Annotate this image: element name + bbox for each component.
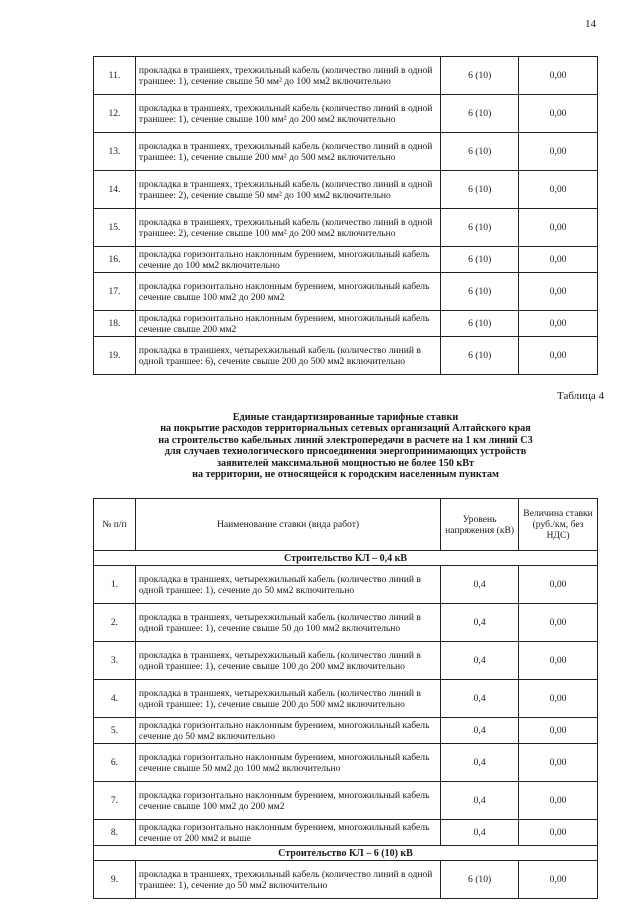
row-number: 6. <box>94 744 136 782</box>
row-voltage: 6 (10) <box>441 337 519 375</box>
row-voltage: 6 (10) <box>441 171 519 209</box>
row-description: прокладка горизонтально наклонным бурением, многожильный кабель сечение до 50 мм2 включительно <box>135 718 440 744</box>
table-row <box>94 861 598 899</box>
row-number: 7. <box>94 782 136 820</box>
table-title <box>93 412 598 480</box>
table-row <box>94 718 598 744</box>
row-rate: 0,00 <box>519 861 598 899</box>
row-voltage: 6 (10) <box>441 57 519 95</box>
row-rate: 0,00 <box>519 95 598 133</box>
title-line: на строительство кабельных линий электропередачи в расчете на 1 км линий С3 <box>158 434 533 446</box>
table-row <box>94 133 598 171</box>
row-rate: 0,00 <box>519 209 598 247</box>
row-number: 2. <box>94 604 136 642</box>
table-row <box>94 566 598 604</box>
tariff-table-4 <box>93 498 598 899</box>
row-number: 16. <box>94 247 136 273</box>
header-row <box>94 499 598 551</box>
table-row <box>94 247 598 273</box>
table-row <box>94 744 598 782</box>
row-voltage: 0,4 <box>441 642 519 680</box>
row-voltage: 0,4 <box>441 820 519 846</box>
row-description: прокладка в траншеях, четырехжильный кабель (количество линий в одной траншее: 1), сечение свыше 200 до 500 мм2 включительно <box>135 680 440 718</box>
row-description: прокладка в траншеях, четырехжильный кабель (количество линий в одной траншее: 1), сечение до 50 мм2 включительно <box>135 566 440 604</box>
table-row <box>94 57 598 95</box>
row-rate: 0,00 <box>519 133 598 171</box>
tariff-table-continued <box>93 56 598 375</box>
row-voltage: 0,4 <box>441 680 519 718</box>
row-rate: 0,00 <box>519 247 598 273</box>
row-voltage: 0,4 <box>441 566 519 604</box>
row-description: прокладка горизонтально наклонным бурением, многожильный кабель сечение от 200 мм2 и выше <box>135 820 440 846</box>
row-rate: 0,00 <box>519 604 598 642</box>
row-rate: 0,00 <box>519 171 598 209</box>
row-description: прокладка в траншеях, трехжильный кабель (количество линий в одной траншее: 1), сечение до 50 мм2 включительно <box>135 861 440 899</box>
row-voltage: 0,4 <box>441 604 519 642</box>
table-row <box>94 820 598 846</box>
row-description: прокладка горизонтально наклонным бурением, многожильный кабель сечение до 100 мм2 включительно <box>135 247 440 273</box>
row-description: прокладка в траншеях, трехжильный кабель (количество линий в одной траншее: 1), сечение свыше 50 мм² до 100 мм2 включительно <box>135 57 440 95</box>
row-description: прокладка в траншеях, четырехжильный кабель (количество линий в одной траншее: 1), сечение свыше 50 до 100 мм2 включительно <box>135 604 440 642</box>
row-number: 9. <box>94 861 136 899</box>
row-voltage: 6 (10) <box>441 209 519 247</box>
table-row <box>94 95 598 133</box>
page-number: 14 <box>585 18 596 30</box>
row-number: 15. <box>94 209 136 247</box>
row-rate: 0,00 <box>519 311 598 337</box>
row-description: прокладка горизонтально наклонным бурением, многожильный кабель сечение свыше 100 мм2 до 200 мм2 <box>135 273 440 311</box>
row-voltage: 0,4 <box>441 718 519 744</box>
title-line: на территории, не относящейся к городским населенным пунктам <box>192 469 499 481</box>
row-rate: 0,00 <box>519 642 598 680</box>
row-rate: 0,00 <box>519 337 598 375</box>
header-num: № п/п <box>94 499 136 551</box>
title-line: для случаев технологического присоединения энергопринимающих устройств <box>164 446 527 458</box>
header-voltage: Уровень напряжения (кВ) <box>441 499 519 551</box>
title-line: на покрытие расходов территориальных сетевых организаций Алтайского края <box>160 423 531 435</box>
row-voltage: 6 (10) <box>441 247 519 273</box>
table-row <box>94 311 598 337</box>
table-row <box>94 680 598 718</box>
row-rate: 0,00 <box>519 782 598 820</box>
table-row <box>94 604 598 642</box>
row-voltage: 6 (10) <box>441 133 519 171</box>
table-row <box>94 273 598 311</box>
row-number: 11. <box>94 57 136 95</box>
row-description: прокладка в траншеях, трехжильный кабель (количество линий в одной траншее: 2), сечение свыше 100 мм² до 200 мм2 включительно <box>135 209 440 247</box>
row-number: 18. <box>94 311 136 337</box>
section-heading: Строительство КЛ – 0,4 кВ <box>94 551 598 566</box>
title-line: заявителей максимальной мощностью не более 150 кВт <box>216 457 475 469</box>
row-description: прокладка в траншеях, трехжильный кабель (количество линий в одной траншее: 1), сечение свыше 100 мм² до 200 мм2 включительно <box>135 95 440 133</box>
row-rate: 0,00 <box>519 57 598 95</box>
row-voltage: 6 (10) <box>441 311 519 337</box>
row-number: 5. <box>94 718 136 744</box>
row-description: прокладка горизонтально наклонным бурением, многожильный кабель сечение свыше 200 мм2 <box>135 311 440 337</box>
row-description: прокладка в траншеях, четырехжильный кабель (количество линий в одной траншее: 1), сечение свыше 100 до 200 мм2 включительно <box>135 642 440 680</box>
row-rate: 0,00 <box>519 566 598 604</box>
table-row <box>94 782 598 820</box>
row-voltage: 6 (10) <box>441 861 519 899</box>
row-number: 4. <box>94 680 136 718</box>
row-rate: 0,00 <box>519 718 598 744</box>
row-voltage: 6 (10) <box>441 273 519 311</box>
row-number: 12. <box>94 95 136 133</box>
row-number: 13. <box>94 133 136 171</box>
row-number: 3. <box>94 642 136 680</box>
table-row <box>94 171 598 209</box>
section-row <box>94 551 598 566</box>
row-number: 17. <box>94 273 136 311</box>
row-rate: 0,00 <box>519 744 598 782</box>
title-line: Единые стандартизированные тарифные ставки <box>232 412 459 423</box>
table-row <box>94 337 598 375</box>
table-row <box>94 209 598 247</box>
row-description: прокладка горизонтально наклонным бурением, многожильный кабель сечение свыше 50 мм2 до 100 мм2 включительно <box>135 744 440 782</box>
section-row <box>94 846 598 861</box>
row-number: 1. <box>94 566 136 604</box>
table-caption: Таблица 4 <box>557 390 605 402</box>
row-voltage: 6 (10) <box>441 95 519 133</box>
row-number: 8. <box>94 820 136 846</box>
row-description: прокладка горизонтально наклонным бурением, многожильный кабель сечение свыше 100 мм2 до 200 мм2 <box>135 782 440 820</box>
header-name: Наименование ставки (вида работ) <box>135 499 440 551</box>
row-voltage: 0,4 <box>441 782 519 820</box>
header-rate: Величина ставки (руб./км, без НДС) <box>519 499 598 551</box>
row-number: 19. <box>94 337 136 375</box>
row-number: 14. <box>94 171 136 209</box>
row-voltage: 0,4 <box>441 744 519 782</box>
row-description: прокладка в траншеях, четырехжильный кабель (количество линий в одной траншее: 6), сечение свыше 200 до 500 мм2 включительно <box>135 337 440 375</box>
row-description: прокладка в траншеях, трехжильный кабель (количество линий в одной траншее: 1), сечение свыше 200 мм² до 500 мм2 включительно <box>135 133 440 171</box>
section-heading: Строительство КЛ – 6 (10) кВ <box>94 846 598 861</box>
row-rate: 0,00 <box>519 820 598 846</box>
row-description: прокладка в траншеях, трехжильный кабель (количество линий в одной траншее: 2), сечение свыше 50 мм² до 100 мм2 включительно <box>135 171 440 209</box>
row-rate: 0,00 <box>519 273 598 311</box>
row-rate: 0,00 <box>519 680 598 718</box>
table-row <box>94 642 598 680</box>
